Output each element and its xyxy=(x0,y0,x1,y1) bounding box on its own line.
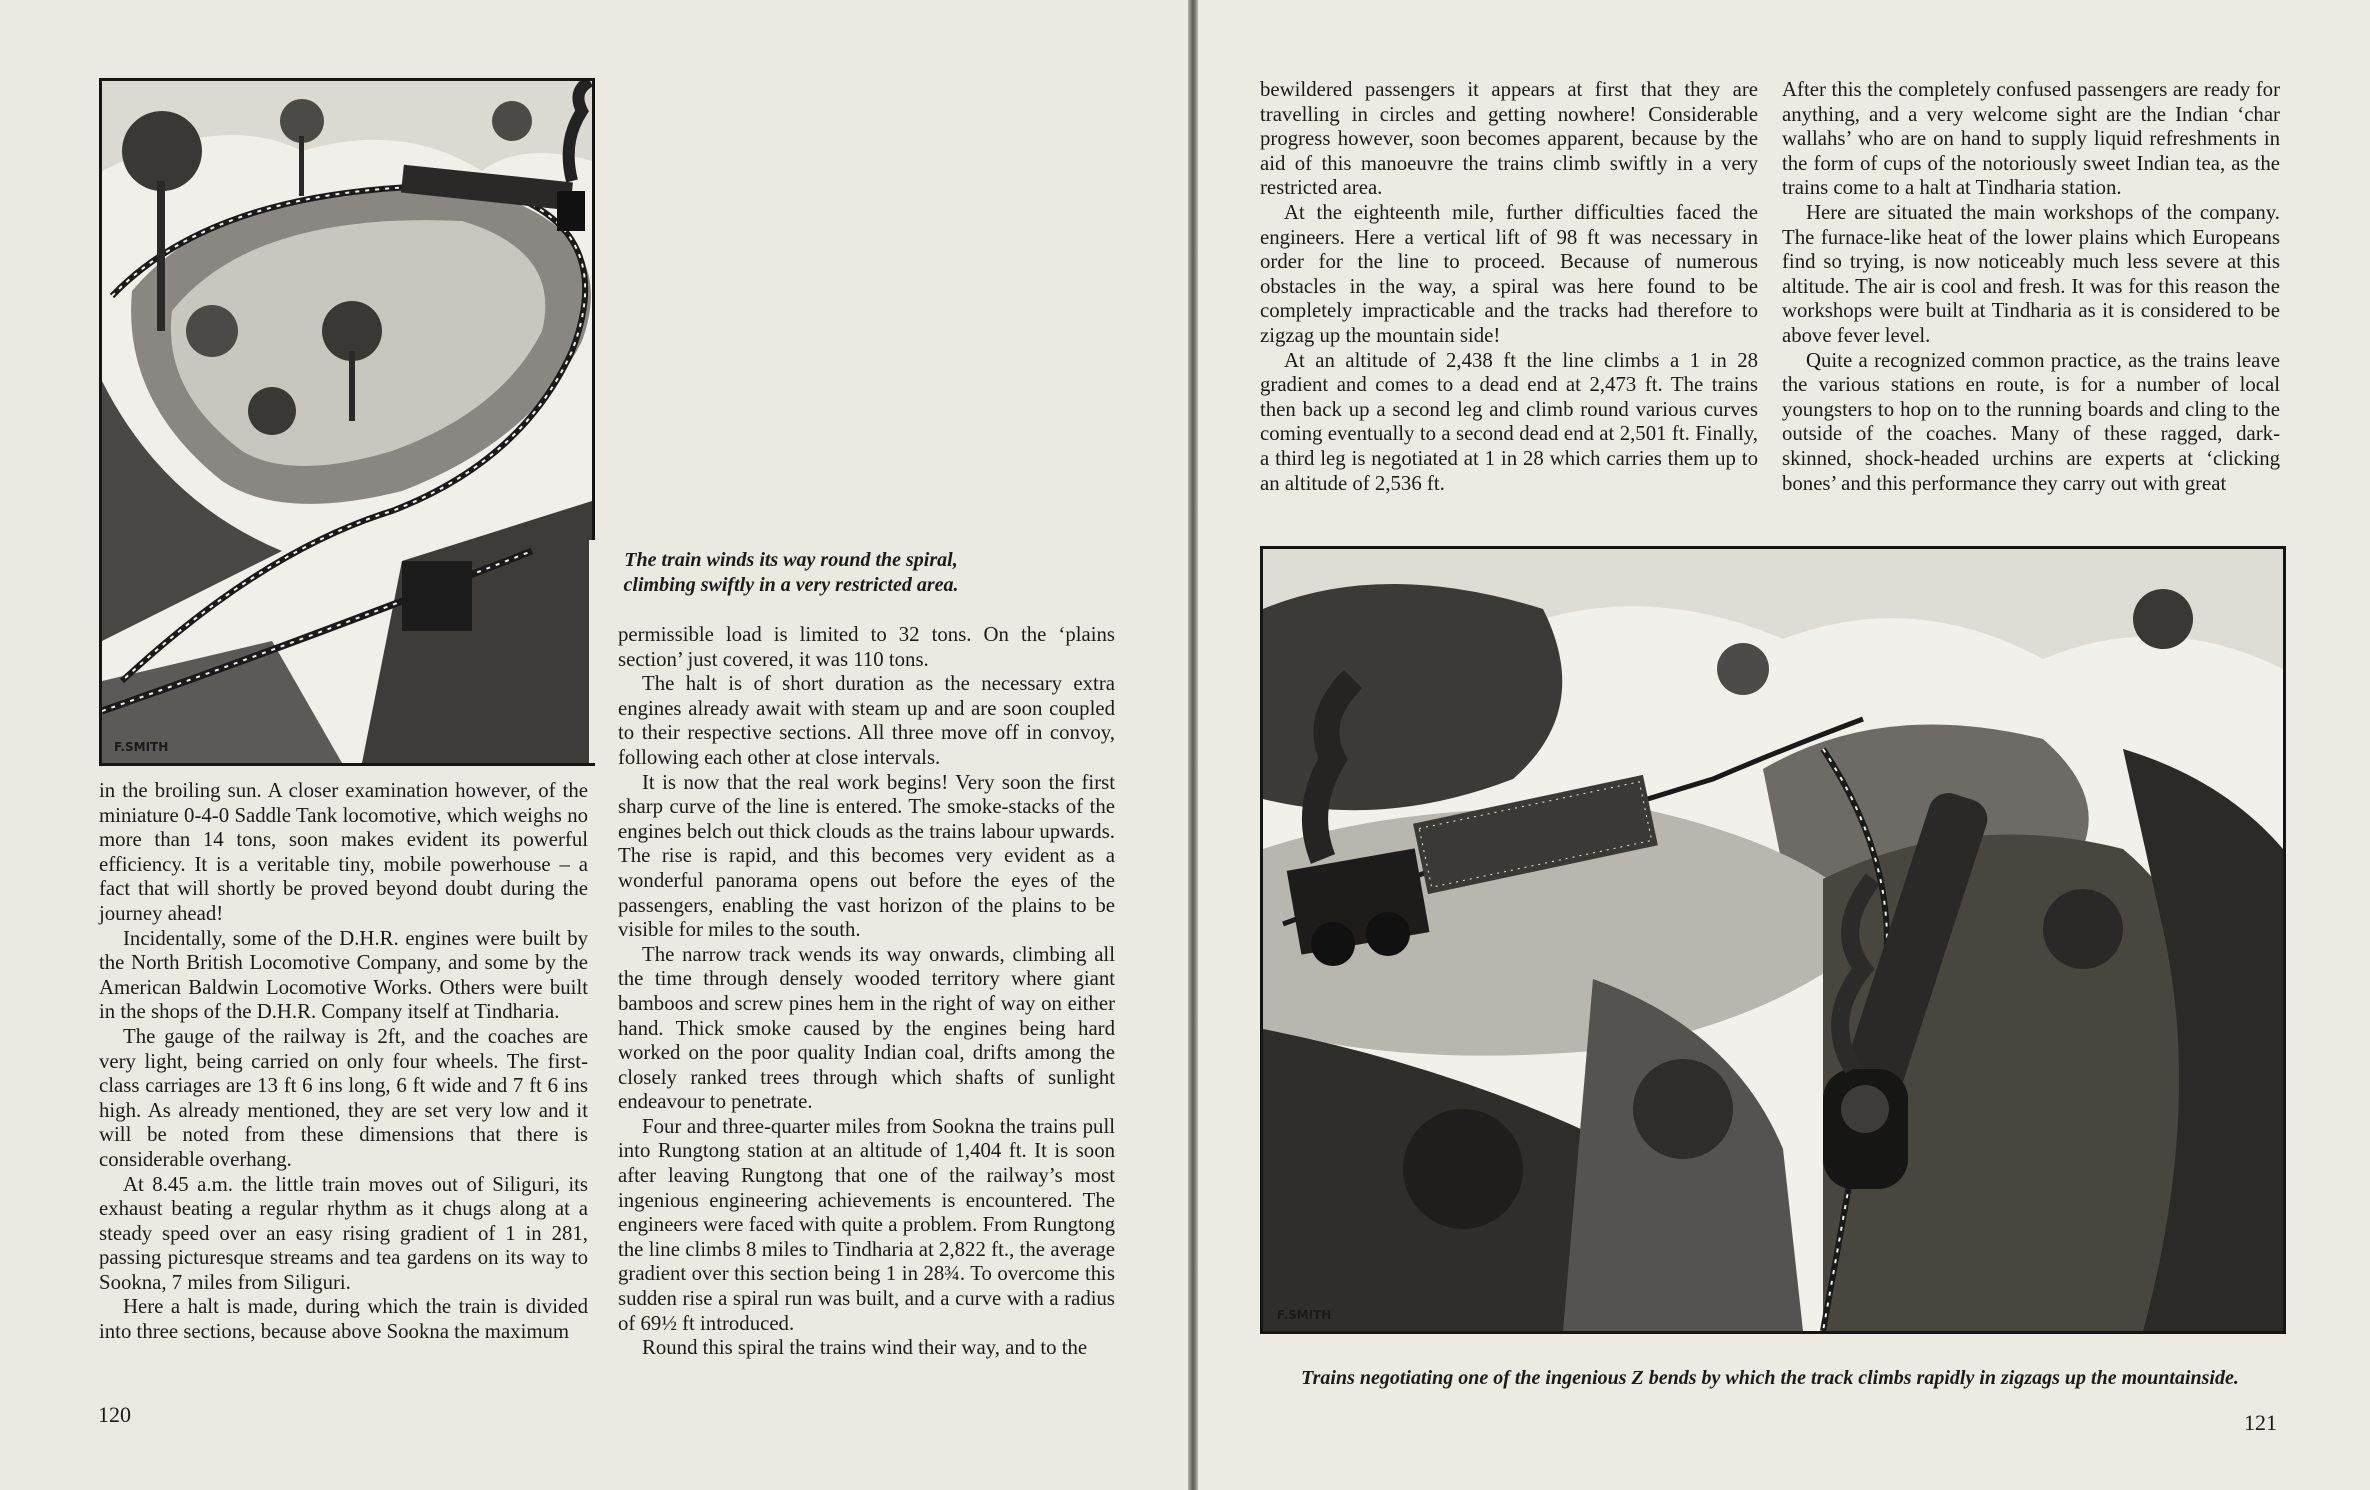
z-bend-figure-caption: Trains negotiating one of the ingenious Z bends by which the track climbs rapidly in zigzags up the mountainside. xyxy=(1301,1367,2239,1389)
z-bend-drawing xyxy=(1263,549,2283,1331)
spiral-figure-caption: The train winds its way round the spiral, climbing swiftly in a very restricted area. xyxy=(623,549,959,596)
left-column-2 xyxy=(618,623,1115,1361)
paragraph: It is now that the real work begins! Very soon the first sharp curve of the line is entered. The smoke-stacks of the engines belch out thick clouds as the trains labour upwards. The rise is rapid, and this becomes very evident as a wonderful panorama opens out before the eyes of the passengers, enabling the vast horizon of the plains to be visible for miles to the south. xyxy=(618,770,1115,942)
paragraph: Round this spiral the trains wind their way, and to the xyxy=(642,1336,1088,1360)
page-number: 120 xyxy=(98,1402,131,1427)
left-column-1 xyxy=(99,779,588,1345)
spiral-illustration xyxy=(99,78,595,766)
paragraph: in the broiling sun. A closer examination however, of the miniature 0-4-0 Saddle Tank locomotive, which weighs no more than 14 tons, soon makes evident its powerful efficiency. It is a veritable tiny, mobile powerhouse – a fact that will shortly be proved beyond doubt during the journey ahead! xyxy=(99,779,588,925)
paragraph: The halt is of short duration as the necessary extra engines already await with steam up and are soon coupled to their respective sections. All three move off in convoy, following each other at close intervals. xyxy=(618,672,1115,769)
paragraph: The gauge of the railway is 2ft, and the coaches are very light, being carried on only four wheels. The first-class carriages are 13 ft 6 ins long, 6 ft wide and 7 ft 6 ins high. As already mentioned, they are set very low and it will be noted from these dimensions that there is considerable overhang. xyxy=(99,1024,588,1171)
page-number: 121 xyxy=(2244,1410,2277,1435)
spiral-drawing xyxy=(102,81,592,763)
paragraph: Here a halt is made, during which the train is divided into three sections, because above Sookna the maximum xyxy=(99,1295,588,1344)
paragraph: After this the completely confused passengers are ready for anything, and a very welcome sight are the Indian ‘char wallahs’ who are on hand to supply liquid refreshments in the form of cups of the notoriously sweet Indian tea, as the trains come to a halt at Tindharia station. xyxy=(1782,78,2280,200)
paragraph: Quite a recognized common practice, as the trains leave the various stations en route, is for a number of local youngsters to hop on to the running boards and cling to the outside of the coaches. Many of these ragged, dark-skinned, shock-headed urchins are experts at ‘clicking bones’ and this performance they carry out with great xyxy=(1782,348,2280,495)
paragraph: At an altitude of 2,438 ft the line climbs a 1 in 28 gradient and comes to a dead end at 2,473 ft. The trains then back up a second leg and climb round various curves coming eventually to a second dead end at 2,501 ft. Finally, a third leg is negotiated at 1 in 28 which carries them up to an altitude of 2,536 ft. xyxy=(1260,348,1758,495)
z-bend-illustration xyxy=(1260,546,2286,1334)
spiral-illustration-signature: F.SMITH xyxy=(114,740,169,754)
paragraph: The narrow track wends its way onwards, climbing all the time through densely wooded territory where giant bamboos and screw pines hem in the right of way on either hand. Thick smoke caused by the engines being hard worked on the poor quality Indian coal, drifts among the closely ranked trees through which shafts of sunlight endeavour to penetrate. xyxy=(618,942,1115,1114)
paragraph: bewildered passengers it appears at first that they are travelling in circles and getting nowhere! Considerable progress however, soon becomes apparent, because by the aid of this manoeuvre the trains climb swiftly in a very restricted area. xyxy=(1260,78,1758,200)
paragraph: At 8.45 a.m. the little train moves out of Siliguri, its exhaust beating a regular rhythm as it chugs along at a steady speed over an easy rising gradient of 1 in 281, passing picturesque streams and tea gardens on its way to Sookna, 7 miles from Siliguri. xyxy=(99,1172,588,1294)
paragraph: Incidentally, some of the D.H.R. engines were built by the North British Locomotive Company, and some by the American Baldwin Locomotive Works. Others were built in the shops of the D.H.R. Company itself at Tindharia. xyxy=(99,926,588,1024)
right-page xyxy=(1198,0,2370,1490)
paragraph: Here are situated the main workshops of the company. The furnace-like heat of the lower plains which Europeans find so trying, is now noticeably much less severe at this altitude. The air is cool and fresh. It was for this reason the workshops were built at Tindharia as it is considered to be above fever level. xyxy=(1782,200,2280,347)
book-gutter xyxy=(1188,0,1198,1490)
right-column-1 xyxy=(1260,78,1758,496)
paragraph: Four and three-quarter miles from Sookna the trains pull into Rungtong station at an altitude of 1,404 ft. It is soon after leaving Rungtong that one of the railway’s most ingenious engineering achievements is encountered. The engineers were faced with quite a problem. From Rungtong the line climbs 8 miles to Tindharia at 2,822 ft., the average gradient over this section being 1 in 28¾. To overcome this sudden rise a spiral run was built, and a curve with a radius of 69½ ft introduced. xyxy=(618,1114,1115,1335)
paragraph: At the eighteenth mile, further difficulties faced the engineers. Here a vertical lift of 98 ft was necessary in order for the line to proceed. Because of numerous obstacles in the way, a spiral was here found to be completely impracticable and the tracks had therefore to zigzag up the mountain side! xyxy=(1260,200,1758,347)
paragraph: permissible load is limited to 32 tons. On the ‘plains section’ just covered, it was 110 tons. xyxy=(618,623,1115,671)
right-column-2 xyxy=(1782,78,2280,496)
z-bend-illustration-signature: F.SMITH xyxy=(1277,1308,1332,1322)
